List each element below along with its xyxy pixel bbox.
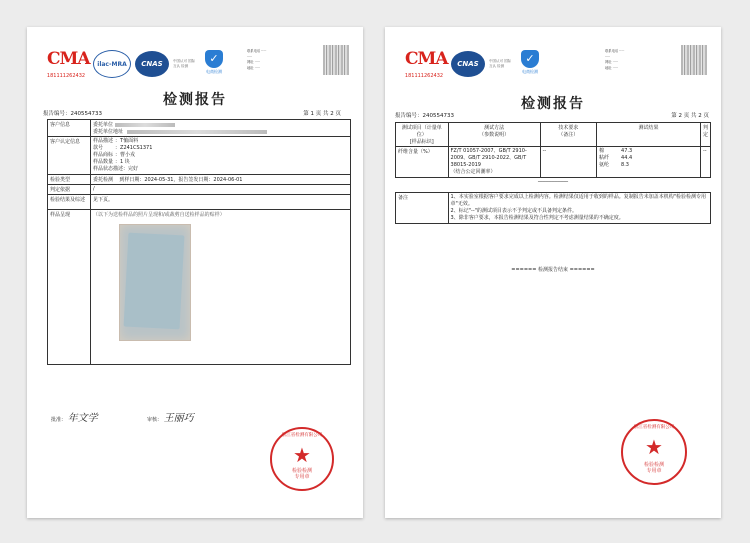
- col-verdict: 判定: [700, 123, 710, 147]
- result-line: 氨纶 8.3: [599, 162, 629, 168]
- row-results: [597, 147, 701, 178]
- redacted-text: [115, 123, 175, 127]
- redacted-text: [127, 130, 267, 134]
- col-method: 测试方法 （参数说明）: [448, 123, 540, 147]
- note-item: 1、本实验室根据客户要求完成以上检测内容。检测结果仅适用于收到的样品。复制报告未加盖本机构"检验检测专用章"无效。: [450, 194, 707, 207]
- notes-cell: [448, 193, 710, 224]
- conclusion-label: 检验结果及综述: [48, 195, 91, 210]
- sample-info-cell: 样品描述 ：T恤面料 款号 ：Z241CS1371 样品商标 ：曹小戎 样品数量 ：1 块 样品状态描述：完好: [91, 137, 351, 175]
- cnas-number: 中国认可 国际互认 检测: [489, 59, 512, 68]
- photo-note: （以下为送检样品的照片呈现和/或裁剪自送检样品的贴样）: [93, 212, 225, 218]
- page-indicator: 第 2 页 共 2 页: [671, 113, 709, 119]
- qr-code: [323, 45, 349, 75]
- info-table: [47, 119, 351, 365]
- test-type-cell: 委托检测 到样日期：2024-05-31，报告签发日期：2024-06-01: [91, 175, 351, 185]
- col-item: 测试项目（计量单位） [样品标识]: [396, 123, 449, 147]
- client-info-cell: 委托单位 委托单位地址: [91, 120, 351, 137]
- col-result: 测试结果: [597, 123, 701, 147]
- report-number: 报告编号：240554733: [43, 111, 102, 117]
- report-end: ====== 检测报告结束 ======: [511, 267, 595, 273]
- reviewer-signature: 审核： 王丽巧: [147, 413, 194, 424]
- official-seal: 浙江省检测有限公司 ★ 检验检测 专用章: [270, 427, 334, 491]
- report-title: 检测报告: [163, 92, 227, 108]
- judgement-label: 判定依据: [48, 185, 91, 195]
- photo-cell: [91, 210, 351, 365]
- cma-logo: CMA 181111262432: [404, 49, 448, 79]
- star-icon: ★: [293, 443, 311, 467]
- result-line: 粘纤 44.4: [599, 155, 633, 161]
- conclusion-value: 见下页。: [91, 195, 351, 210]
- cert-logos: [43, 49, 227, 79]
- sample-photo: [119, 224, 191, 341]
- results-table: [395, 122, 711, 224]
- report-page-2: [385, 27, 721, 518]
- cnas-logo: CNAS: [451, 51, 485, 77]
- qr-code: [681, 45, 707, 75]
- approver-signature: 批准： 年文学: [51, 413, 98, 424]
- report-title: 检测报告: [521, 96, 585, 112]
- cert-logos: [401, 49, 543, 79]
- cnas-logo: CNAS: [135, 51, 169, 77]
- ilac-mra-logo: ilac-MRA: [93, 50, 131, 78]
- note-item: 3、除非客户要求，本报告检测结果及符合性判定不考虑测量结果的不确定度。: [450, 215, 624, 221]
- report-page-1: [27, 27, 363, 518]
- row-method: FZ/T 01057-2007、GB/T 2910-2009、GB/T 2910-2022、GB/T 38015-2019 （结合公定回潮率）: [448, 147, 540, 178]
- page-indicator: 第 1 页 共 2 页: [303, 111, 341, 117]
- ecommerce-shield-icon: ✓ 电商检测: [206, 52, 222, 74]
- col-req: 技术要求 （备注）: [540, 123, 596, 147]
- result-line: 棉 47.3: [599, 148, 633, 154]
- contact-block: 联系电话 ····· ····· 网址 ····· 地址 ·····: [247, 49, 267, 70]
- notes-label: 备注: [396, 193, 449, 224]
- row-item: 纤维含量（%）: [396, 147, 449, 178]
- note-item: 2、标记"--"的测试项目表示不予判定或不具备判定条件。: [450, 208, 577, 214]
- client-confirm-label: 客户认定信息: [48, 137, 91, 175]
- photo-label: 样品呈现: [48, 210, 91, 365]
- judgement-value: /: [91, 185, 351, 195]
- star-icon: ★: [645, 435, 663, 459]
- dates: 到样日期：2024-05-31，报告签发日期：2024-06-01: [119, 177, 243, 183]
- separator-row: ──────────: [396, 178, 711, 193]
- ecommerce-shield-icon: ✓ 电商检测: [522, 52, 538, 74]
- contact-block: 联系电话 ····· ····· 网址 ····· 地址 ·····: [605, 49, 625, 70]
- test-type-label: 检验类型: [48, 175, 91, 185]
- client-info-label: 客户信息: [48, 120, 91, 137]
- cma-logo: CMA 181111262432: [46, 49, 90, 79]
- row-req: --: [540, 147, 596, 178]
- cnas-number: 中国认可 国际互认 检测: [173, 59, 196, 68]
- official-seal: 浙江省检测有限公司 ★ 检验检测 专用章: [621, 419, 687, 485]
- report-number: 报告编号：240554733: [395, 113, 454, 119]
- row-verdict: --: [700, 147, 710, 178]
